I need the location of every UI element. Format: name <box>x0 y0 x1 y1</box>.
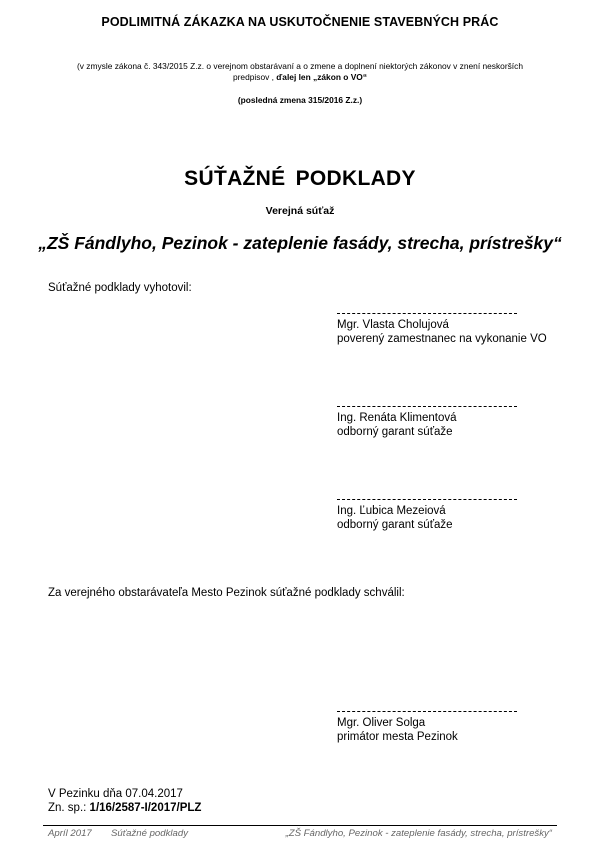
signature-line <box>337 406 517 407</box>
procedure-type: Verejná súťaž <box>265 205 335 217</box>
prepared-by-label: Súťažné podklady vyhotovil: <box>48 282 192 294</box>
law-amendment: (posledná zmena 315/2016 Z.z.) <box>237 95 363 105</box>
footer-divider <box>43 825 557 826</box>
law-reference-abbrev: ďalej len „zákon o VO“ <box>276 72 368 82</box>
signatory-name: Mgr. Vlasta Cholujová <box>337 319 449 331</box>
signatory-name: Ing. Renáta Klimentová <box>337 412 457 424</box>
footer-project-name: „ZŠ Fándlyho, Pezinok - zateplenie fasády, strecha, prístrešky“ <box>285 828 552 839</box>
signatory-role: poverený zamestnanec na vykonanie VO <box>337 333 547 345</box>
project-name: „ZŠ Fándlyho, Pezinok - zateplenie fasády, strecha, prístrešky“ <box>38 233 562 253</box>
approver-role: primátor mesta Pezinok <box>337 731 458 743</box>
place-and-date: V Pezinku dňa 07.04.2017 <box>48 788 183 800</box>
footer-date: Apríl 2017 <box>48 828 92 839</box>
approved-by-label: Za verejného obstarávateľa Mesto Pezinok súťažné podklady schválil: <box>48 587 405 599</box>
file-reference <box>48 802 201 814</box>
approver-name: Mgr. Oliver Solga <box>337 717 426 729</box>
footer-document-name: Súťažné podklady <box>111 828 189 839</box>
signature-block <box>337 499 577 532</box>
approver-signature-block <box>337 711 577 744</box>
signatory-role: odborný garant súťaže <box>337 426 453 438</box>
document-title: SÚŤAŽNÉ PODKLADY <box>184 167 416 190</box>
signature-block <box>337 313 577 346</box>
signature-block <box>337 406 577 439</box>
signature-line <box>337 711 517 712</box>
law-reference-prefix: predpisov , <box>232 72 277 82</box>
header-title: PODLIMITNÁ ZÁKAZKA NA USKUTOČNENIE STAVEBNÝCH PRÁC <box>101 15 499 29</box>
file-reference-label: Zn. sp.: <box>48 802 90 814</box>
signatory-role: odborný garant súťaže <box>337 519 453 531</box>
law-reference-line1: (v zmysle zákona č. 343/2015 Z.z. o verejnom obstarávaní a o zmene a doplnení niektorých zákonov v znení neskorších <box>77 61 523 71</box>
signatory-name: Ing. Ľubica Mezeiová <box>337 505 446 517</box>
law-reference-line2 <box>0 72 600 82</box>
file-reference-number: 1/16/2587-I/2017/PLZ <box>89 802 202 814</box>
signature-line <box>337 313 517 314</box>
signature-line <box>337 499 517 500</box>
